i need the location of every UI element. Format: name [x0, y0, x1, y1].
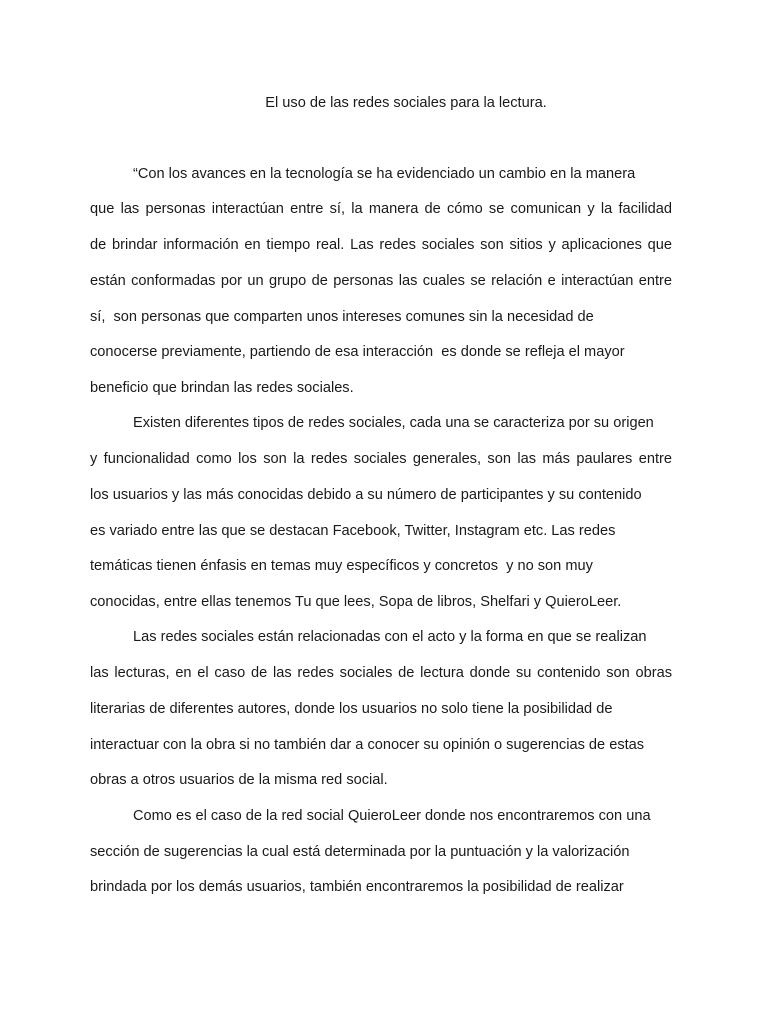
text-line: están conformadas por un grupo de personas las cuales se relación e interactúan entre [90, 273, 672, 289]
text-line: brindada por los demás usuarios, también encontraremos la posibilidad de realizar [90, 879, 624, 895]
text-line: beneficio que brindan las redes sociales. [90, 380, 354, 396]
text-line: conocidas, entre ellas tenemos Tu que lees, Sopa de libros, Shelfari y QuieroLeer. [90, 594, 622, 610]
text-line: temáticas tienen énfasis en temas muy específicos y concretos y no son muy [90, 558, 593, 574]
text-line: Como es el caso de la red social QuieroLeer donde nos encontraremos con una [133, 808, 651, 824]
text-line: de brindar información en tiempo real. Las redes sociales son sitios y aplicaciones que [90, 237, 672, 253]
text-line: que las personas interactúan entre sí, la manera de cómo se comunican y la facilidad [90, 201, 672, 217]
text-line: es variado entre las que se destacan Facebook, Twitter, Instagram etc. Las redes [90, 523, 616, 539]
text-line: sí, son personas que comparten unos intereses comunes sin la necesidad de [90, 309, 594, 325]
text-line: sección de sugerencias la cual está determinada por la puntuación y la valorización [90, 844, 630, 860]
text-line: Existen diferentes tipos de redes sociales, cada una se caracteriza por su origen [133, 415, 654, 431]
text-line: y funcionalidad como los son la redes sociales generales, son las más paulares entre [90, 451, 672, 467]
text-line: conocerse previamente, partiendo de esa interacción es donde se refleja el mayor [90, 344, 625, 360]
text-line: las lecturas, en el caso de las redes sociales de lectura donde su contenido son obras [90, 665, 672, 681]
text-line: Las redes sociales están relacionadas con el acto y la forma en que se realizan [133, 629, 647, 645]
text-line: obras a otros usuarios de la misma red social. [90, 772, 388, 788]
text-line: “Con los avances en la tecnología se ha evidenciado un cambio en la manera [133, 166, 636, 182]
text-line: literarias de diferentes autores, donde los usuarios no solo tiene la posibilidad de [90, 701, 613, 717]
document-title: El uso de las redes sociales para la lectura. [265, 95, 547, 111]
text-line: interactuar con la obra si no también dar a conocer su opinión o sugerencias de estas [90, 737, 645, 753]
text-line: los usuarios y las más conocidas debido a su número de participantes y su contenido [90, 487, 642, 503]
